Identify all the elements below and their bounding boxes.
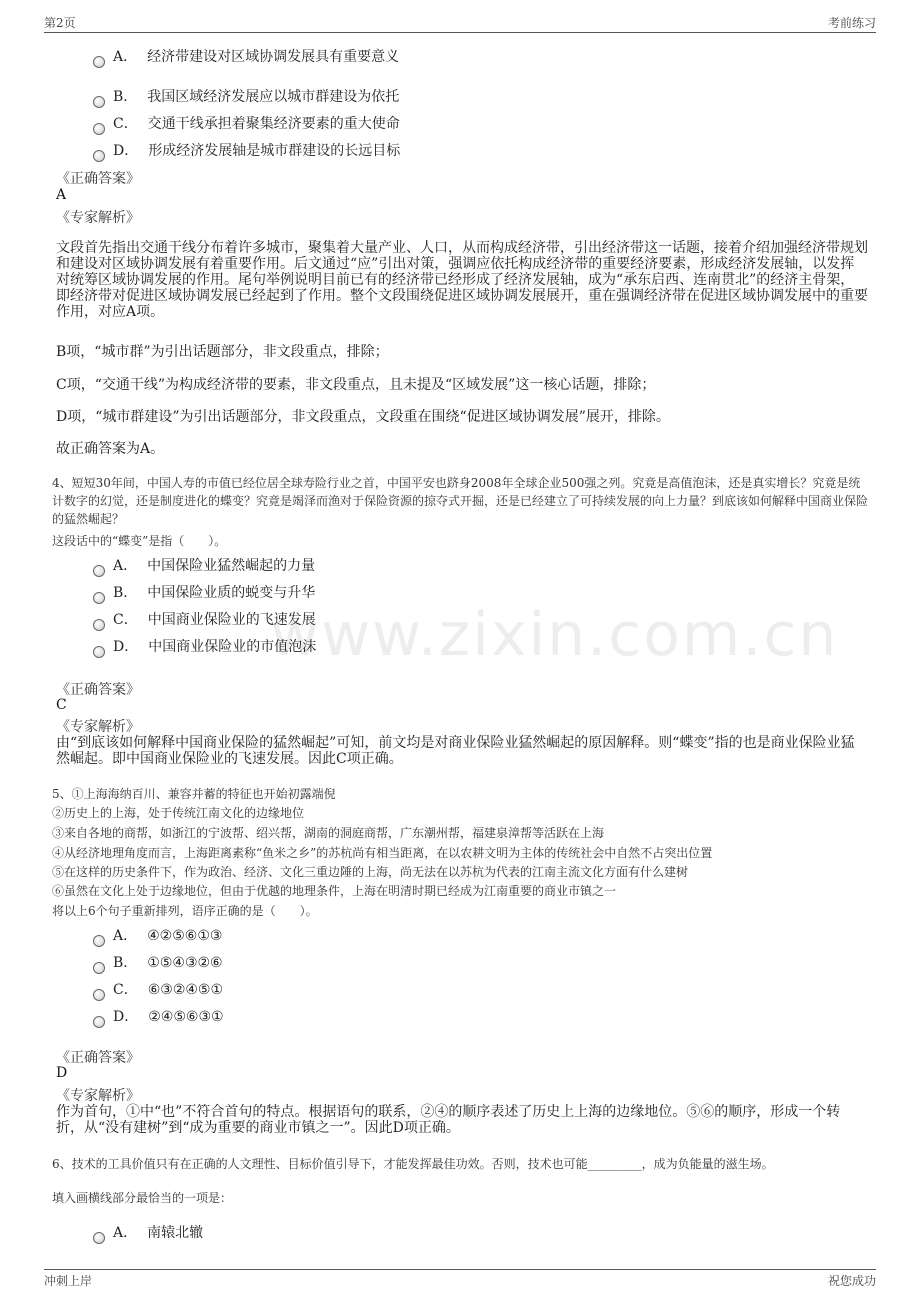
q3-option-a[interactable]: A． 经济带建设对区域协调发展具有重要意义 [93,46,399,66]
q6-option-a[interactable]: A． 南辕北辙 [93,1222,203,1242]
footer-divider [44,1269,876,1270]
q5-stem-line-1: 5、①上海海纳百川、兼容并蓄的特征也开始初露端倪 [52,787,336,801]
radio-icon[interactable] [93,1016,105,1028]
radio-icon[interactable] [93,962,105,974]
q3-option-b[interactable]: B． 我国区域经济发展应以城市群建设为依托 [93,86,399,106]
q5-stem-line-3: ③来自各地的商帮，如浙江的宁波帮、绍兴帮，湖南的洞庭商帮，广东潮州帮，福建泉漳帮等活跃在上海 [52,826,605,840]
radio-icon[interactable] [93,565,105,577]
q5-option-c[interactable]: C． ⑥③②④⑤① [93,979,223,999]
q4-answer-label: 《正确答案》 [56,682,140,698]
q4-option-c[interactable]: C． 中国商业保险业的飞速发展 [93,609,316,629]
q5-stem-line-2: ②历史上的上海，处于传统江南文化的边缘地位 [52,806,305,820]
q3-analysis-paragraph: 文段首先指出交通干线分布着许多城市，聚集着大量产业、人口，从而构成经济带，引出经济带这一话题，接着介绍加强经济带规划和建设对区域协调发展有着重要作用。后文通过“应”引出对策，强调应依托构成经济带的重要经济要素，形成经济发展轴，以发挥对统筹区域协调发展的作用。尾句举例说明目前已有的经济带已经形成了经济发展轴，成为“承东启西、连南贯北”的经济主骨架，即经济带对促进区域协调发展已经起到了作用。整个文段围绕促进区域协调发展展开，重在强调经济带在促进区域协调发展中的重要作用，对应A项。 [56,240,868,320]
q6-stem: 6、技术的工具价值只有在正确的人文理性、目标价值引导下，才能发挥最佳功效。否则，技术也可能_________，成为负能量的滋生场。 [52,1157,774,1171]
q3-analysis-d: D项，“城市群建设”为引出话题部分，非文段重点，文段重在围绕“促进区域协调发展”展开，排除。 [56,409,670,425]
radio-icon[interactable] [93,592,105,604]
q5-stem-line-5: ⑤在这样的历史条件下，作为政治、经济、文化三重边陲的上海，尚无法在以苏杭为代表的江南主流文化方面有什么建树 [52,865,689,879]
q4-option-a[interactable]: A． 中国保险业猛然崛起的力量 [93,555,315,575]
radio-icon[interactable] [93,619,105,631]
header-divider [44,32,876,33]
page-header [44,12,876,32]
page-number: 第2页 [44,16,76,30]
radio-icon[interactable] [93,150,105,162]
q5-analysis: 作为首句，①中“也”不符合首句的特点。根据语句的联系，②④的顺序表述了历史上上海的边缘地位。⑤⑥的顺序，形成一个转折，从“没有建树”到“成为重要的商业市镇之一”。因此D项正确。 [56,1104,841,1136]
q4-option-b[interactable]: B． 中国保险业质的蜕变与升华 [93,582,315,602]
q3-analysis-b: B项，“城市群”为引出话题部分，非文段重点，排除； [56,344,389,360]
radio-icon[interactable] [93,96,105,108]
q5-question: 将以上6个句子重新排列，语序正确的是（ ）。 [52,904,318,918]
q5-option-d[interactable]: D． ②④⑤⑥③① [93,1006,224,1026]
q4-question: 这段话中的“蝶变”是指（ ）。 [52,534,227,548]
q5-answer-label: 《正确答案》 [56,1050,140,1066]
radio-icon[interactable] [93,123,105,135]
q3-answer: A [56,187,67,203]
q4-stem: 4、短短30年间，中国人寿的市值已经位居全球寿险行业之首，中国平安也跻身2008年全球企业500强之列。究竟是高值泡沫，还是真实增长？究竟是统计数字的幻觉，还是制度进化的蝶变？究竟是竭泽而渔对于保险资源的掠夺式开掘，还是已经建立了可持续发展的向上力量？到底该如何解释中国商业保险的猛然崛起？ [52,476,869,526]
q6-question: 填入画横线部分最恰当的一项是： [52,1191,233,1205]
q3-analysis-c: C项，“交通干线”为构成经济带的要素，非文段重点，且未提及“区域发展”这一核心话题，排除； [56,377,656,393]
q4-answer: C [56,697,67,713]
q4-analysis-label: 《专家解析》 [56,719,140,735]
q4-option-d[interactable]: D． 中国商业保险业的市值泡沫 [93,636,316,656]
watermark: www.zixin.com.cn [270,600,839,670]
q5-stem-line-4: ④从经济地理角度而言，上海距离素称“鱼米之乡”的苏杭尚有相当距离，在以农耕文明为主体的传统社会中自然不占突出位置 [52,846,713,860]
q5-option-a[interactable]: A． ④②⑤⑥①③ [93,925,222,945]
q5-stem-line-6: ⑥虽然在文化上处于边缘地位，但由于优越的地理条件，上海在明清时期已经成为江南重要的商业市镇之一 [52,884,617,898]
radio-icon[interactable] [93,646,105,658]
q3-option-d[interactable]: D． 形成经济发展轴是城市群建设的长远目标 [93,140,400,160]
q4-analysis: 由“到底该如何解释中国商业保险的猛然崛起”可知，前文均是对商业保险业猛然崛起的原因解释。则“蝶变”指的也是商业保险业猛然崛起。即中国商业保险业的飞速发展。因此C项正确。 [56,735,855,767]
header-title: 考前练习 [827,16,876,30]
q3-answer-label: 《正确答案》 [56,171,140,187]
q5-option-b[interactable]: B． ①⑤④③②⑥ [93,952,223,972]
footer-left: 冲刺上岸 [44,1274,93,1288]
q5-analysis-label: 《专家解析》 [56,1088,140,1104]
q3-analysis-conclusion: 故正确答案为A。 [56,441,165,457]
q5-answer: D [56,1065,68,1081]
q3-option-c[interactable]: C． 交通干线承担着聚集经济要素的重大使命 [93,113,400,133]
footer-right: 祝您成功 [827,1274,876,1288]
radio-icon[interactable] [93,989,105,1001]
radio-icon[interactable] [93,935,105,947]
q3-analysis-label: 《专家解析》 [56,210,140,226]
radio-icon[interactable] [93,56,105,68]
radio-icon[interactable] [93,1232,105,1244]
